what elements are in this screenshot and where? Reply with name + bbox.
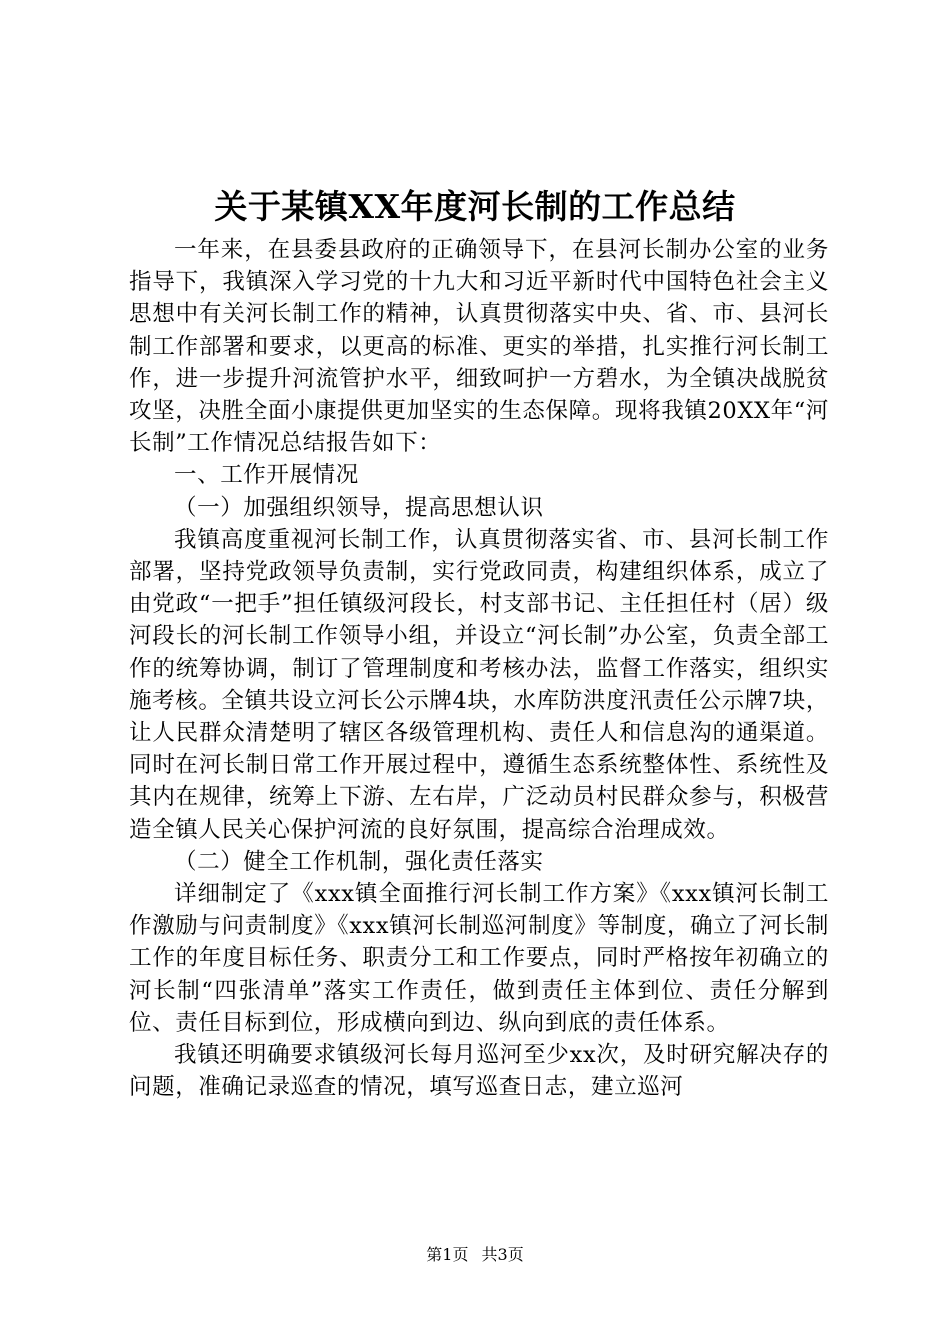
body-paragraph: 我镇还明确要求镇级河长每月巡河至少xx次，及时研究解决存的问题，准确记录巡查的情况，填写巡查日志，建立巡河 (129, 1042, 829, 1101)
page-footer (0, 1244, 950, 1266)
page-number: 第1页 (426, 1245, 469, 1264)
section-heading-1: 一、工作开展情况 (174, 462, 359, 489)
subsection-heading-1: （一）加强组织领导，提高思想认识 (174, 494, 544, 521)
document-body (129, 234, 829, 1103)
page-total: 共3页 (481, 1245, 524, 1264)
document-title: 关于某镇XX年度河长制的工作总结 (214, 187, 736, 226)
body-paragraph: 我镇高度重视河长制工作，认真贯彻落实省、市、县河长制工作部署，坚持党政领导负责制，实行党政同责，构建组织体系，成立了由党政“一把手”担任镇级河段长，村支部书记、主任担任村（居）级河段长的河长制工作领导小组，并设立“河长制”办公室，负责全部工作的统筹协调，制订了管理制度和考核办法，监督工作落实，组织实施考核。全镇共设立河长公示牌4块，水库防洪度汛责任公示牌7块，让人民群众清楚明了辖区各级管理机构、责任人和信息沟的通渠道。同时在河长制日常工作开展过程中，遵循生态系统整体性、系统性及其内在规律，统筹上下游、左右岸，广泛动员村民群众参与，积极营造全镇人民关心保护河流的良好氛围，提高综合治理成效。 (129, 526, 829, 843)
body-paragraph: 详细制定了《xxx镇全面推行河长制工作方案》《xxx镇河长制工作激励与问责制度》《xxx镇河长制巡河制度》等制度，确立了河长制工作的年度目标任务、职责分工和工作要点，同时严格按年初确立的河长制“四张清单”落实工作责任，做到责任主体到位、责任分解到位、责任目标到位，形成横向到边、纵向到底的责任体系。 (129, 881, 829, 1036)
intro-paragraph: 一年来，在县委县政府的正确领导下，在县河长制办公室的业务指导下，我镇深入学习党的十九大和习近平新时代中国特色社会主义思想中有关河长制工作的精神，认真贯彻落实中央、省、市、县河长制工作部署和要求，以更高的标准、更实的举措，扎实推行河长制工作，进一步提升河流管护水平，细致呵护一方碧水，为全镇决战脱贫攻坚，决胜全面小康提供更加坚实的生态保障。现将我镇20XX年“河长制”工作情况总结报告如下： (129, 237, 829, 457)
subsection-heading-2: （二）健全工作机制，强化责任落实 (174, 848, 544, 875)
